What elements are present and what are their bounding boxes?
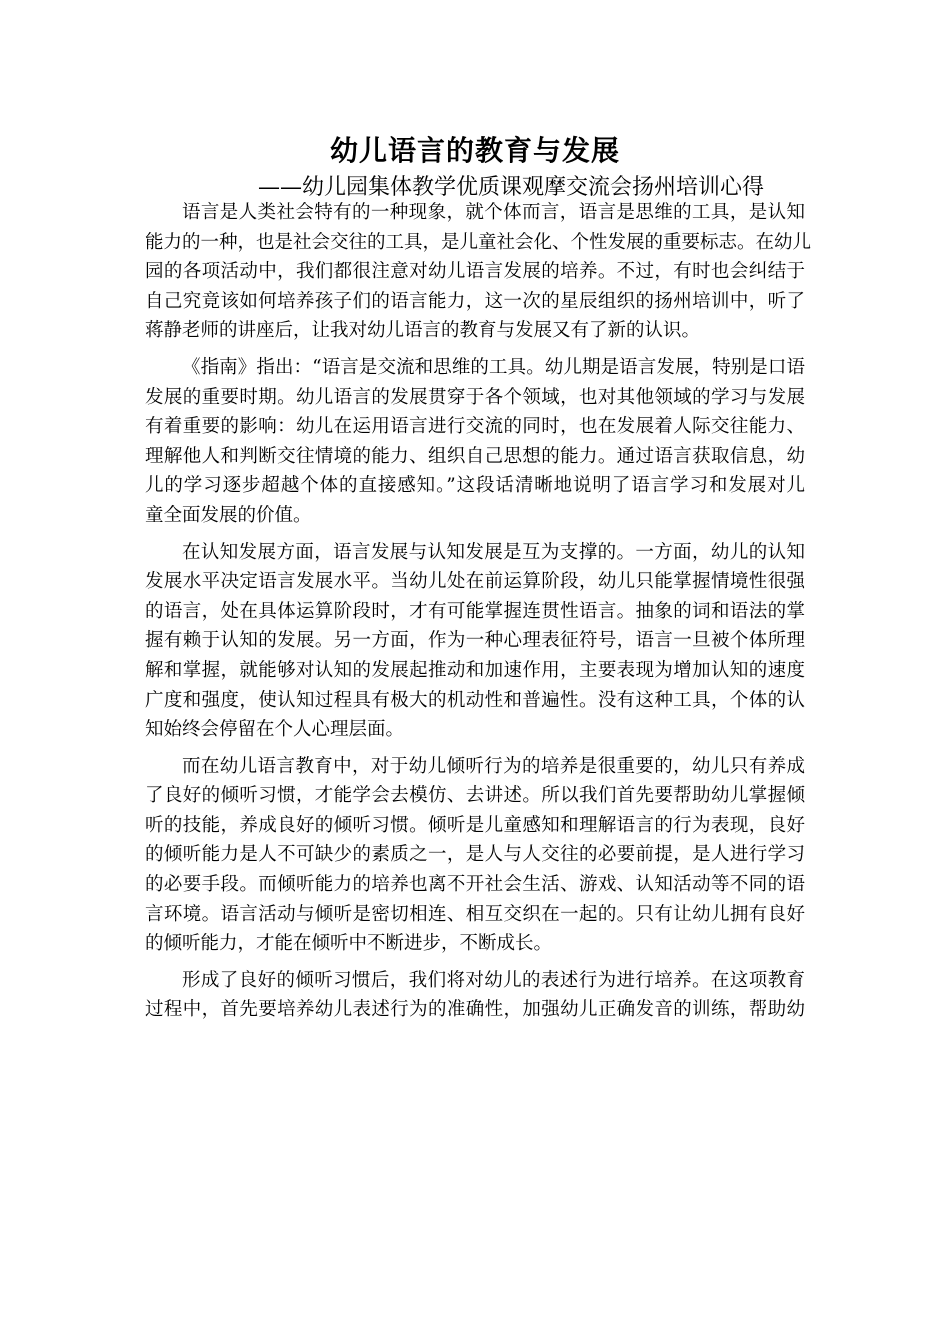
paragraph-3 xyxy=(145,538,805,745)
text-line: 听的技能，养成良好的倾听习惯。倾听是儿童感知和理解语言的行为表现，良好 xyxy=(145,814,805,836)
text-line: 的倾听能力，才能在倾听中不断进步，不断成长。 xyxy=(145,933,553,955)
text-line: 童全面发展的价值。 xyxy=(145,504,312,526)
paragraph-2 xyxy=(145,353,805,531)
text-line: 发展水平决定语言发展水平。当幼儿处在前运算阶段，幼儿只能掌握情境性很强 xyxy=(145,571,805,593)
paragraph-5 xyxy=(145,966,805,1025)
text-line: 理解他人和判断交往情境的能力、组织自己思想的能力。通过语言获取信息，幼 xyxy=(145,445,805,467)
text-line: 蒋静老师的讲座后，让我对幼儿语言的教育与发展又有了新的认识。 xyxy=(145,320,701,342)
text-line: 握有赖于认知的发展。另一方面，作为一种心理表征符号，语言一旦被个体所理 xyxy=(145,630,805,652)
text-line: 自己究竟该如何培养孩子们的语言能力，这一次的星辰组织的扬州培训中，听了 xyxy=(145,290,805,312)
text-line: 在认知发展方面，语言发展与认知发展是互为支撑的。一方面，幼儿的认知 xyxy=(182,541,805,563)
paragraph-1 xyxy=(145,198,812,346)
document-title: 幼儿语言的教育与发展 xyxy=(329,134,620,167)
text-line: 的语言，处在具体运算阶段时，才有可能掌握连贯性语言。抽象的词和语法的掌 xyxy=(145,600,805,622)
text-line: 解和掌握，就能够对认知的发展起推动和加速作用，主要表现为增加认知的速度 xyxy=(145,659,805,681)
document-subtitle: ——幼儿园集体教学优质课观摩交流会扬州培训心得 xyxy=(258,175,765,200)
text-line: 言环境。语言活动与倾听是密切相连、相互交织在一起的。只有让幼儿拥有良好 xyxy=(145,903,805,925)
document-body xyxy=(145,198,812,1025)
text-line: 广度和强度，使认知过程具有极大的机动性和普遍性。没有这种工具，个体的认 xyxy=(145,689,805,711)
text-line: 语言是人类社会特有的一种现象，就个体而言，语言是思维的工具，是认知 xyxy=(182,202,805,223)
text-line: 园的各项活动中，我们都很注意对幼儿语言发展的培养。不过，有时也会纠结于 xyxy=(145,261,805,283)
text-line: 了良好的倾听习惯，才能学会去模仿、去讲述。所以我们首先要帮助幼儿掌握倾 xyxy=(145,785,805,807)
text-line: 发展的重要时期。幼儿语言的发展贯穿于各个领域，也对其他领域的学习与发展 xyxy=(145,386,805,408)
text-line: 知始终会停留在个人心理层面。 xyxy=(145,719,405,741)
text-line: 有着重要的影响：幼儿在运用语言进行交流的同时，也在发展着人际交往能力、 xyxy=(145,416,805,438)
text-line: 形成了良好的倾听习惯后，我们将对幼儿的表述行为进行培养。在这项教育 xyxy=(182,969,805,991)
text-line: 而在幼儿语言教育中，对于幼儿倾听行为的培养是很重要的，幼儿只有养成 xyxy=(182,755,805,777)
text-line: 能力的一种，也是社会交往的工具，是儿童社会化、个性发展的重要标志。在幼儿 xyxy=(145,231,812,253)
text-line: 《指南》指出：“语言是交流和思维的工具。幼儿期是语言发展，特别是口语 xyxy=(182,356,805,378)
paragraph-4 xyxy=(145,752,805,959)
text-line: 的必要手段。而倾听能力的培养也离不开社会生活、游戏、认知活动等不同的语 xyxy=(145,874,805,896)
text-line: 过程中，首先要培养幼儿表述行为的准确性，加强幼儿正确发音的训练，帮助幼 xyxy=(145,999,805,1021)
text-line: 的倾听能力是人不可缺少的素质之一，是人与人交往的必要前提，是人进行学习 xyxy=(145,844,805,866)
text-line: 儿的学习逐步超越个体的直接感知。”这段话清晰地说明了语言学习和发展对儿 xyxy=(145,475,805,497)
